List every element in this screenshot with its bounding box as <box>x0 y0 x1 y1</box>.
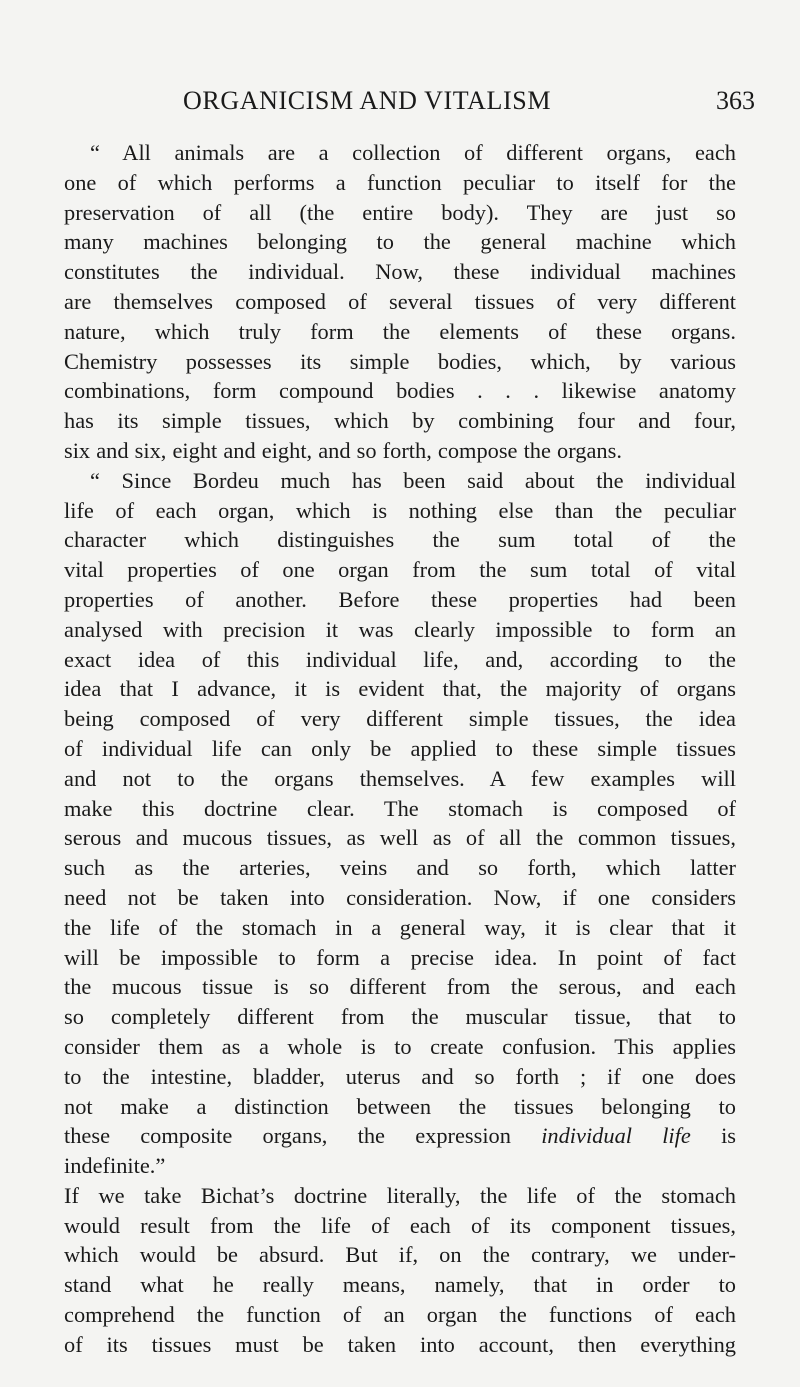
page-number: 363 <box>716 86 755 115</box>
text-line: are themselves composed of several tissues of very different <box>64 288 736 314</box>
text-line: of its tissues must be taken into account, then everything <box>64 1331 736 1357</box>
text-line: indefinite.” <box>64 1153 166 1179</box>
text-line: would result from the life of each of its component tissues, <box>64 1212 736 1238</box>
text-line: If we take Bichat’s doctrine literally, the life of the stomach <box>64 1182 736 1208</box>
text-line: such as the arteries, veins and so forth, which latter <box>64 855 736 881</box>
text-line: the life of the stomach in a general way, it is clear that it <box>64 914 736 940</box>
text-line: not make a distinction between the tissues belonging to <box>64 1093 736 1119</box>
text-line-segment: is <box>721 1123 736 1149</box>
text-line: being composed of very different simple tissues, the idea <box>64 706 736 732</box>
text-line: combinations, form compound bodies . . . likewise anatomy <box>64 378 736 404</box>
text-line: comprehend the function of an organ the functions of each <box>64 1302 736 1328</box>
text-line: properties of another. Before these properties had been <box>64 586 736 612</box>
text-line: will be impossible to form a precise idea. In point of fact <box>64 944 736 970</box>
text-line: stand what he really means, namely, that in order to <box>64 1272 736 1298</box>
text-line: and not to the organs themselves. A few examples will <box>64 765 736 791</box>
text-line: exact idea of this individual life, and, according to the <box>64 646 736 672</box>
running-head <box>0 86 800 126</box>
text-line: Chemistry possesses its simple bodies, which, by various <box>64 348 736 374</box>
text-line: life of each organ, which is nothing else than the peculiar <box>64 497 736 523</box>
text-line: which would be absurd. But if, on the contrary, we under- <box>64 1242 736 1268</box>
text-line: idea that I advance, it is evident that, the majority of organs <box>64 676 736 702</box>
text-line-with-italic <box>64 1121 736 1151</box>
italic-phrase: individual life <box>541 1123 691 1149</box>
text-line: serous and mucous tissues, as well as of all the common tissues, <box>64 825 736 851</box>
text-line: the mucous tissue is so different from the serous, and each <box>64 974 736 1000</box>
text-line: character which distinguishes the sum total of the <box>64 527 736 553</box>
body-text <box>64 138 736 1360</box>
text-line: consider them as a whole is to create confusion. This applies <box>64 1033 736 1059</box>
running-title: ORGANICISM AND VITALISM <box>183 86 552 115</box>
text-line: nature, which truly form the elements of these organs. <box>64 318 736 344</box>
text-line: “ All animals are a collection of different organs, each <box>90 140 736 165</box>
text-line: has its simple tissues, which by combining four and four, <box>64 408 736 434</box>
text-line: of individual life can only be applied to these simple tissues <box>64 735 736 761</box>
text-line: need not be taken into consideration. Now, if one considers <box>64 884 736 910</box>
text-line: to the intestine, bladder, uterus and so forth ; if one does <box>64 1063 736 1089</box>
text-line: vital properties of one organ from the sum total of vital <box>64 557 736 583</box>
text-line: analysed with precision it was clearly impossible to form an <box>64 616 736 642</box>
text-line: “ Since Bordeu much has been said about the individual <box>90 467 736 493</box>
text-line: one of which performs a function peculiar to itself for the <box>64 169 736 195</box>
text-line: constitutes the individual. Now, these individual machines <box>64 259 736 285</box>
text-line: many machines belonging to the general machine which <box>64 229 736 255</box>
text-line-segment: these composite organs, the expression <box>64 1123 511 1149</box>
text-line: so completely different from the muscular tissue, that to <box>64 1004 736 1030</box>
text-line: make this doctrine clear. The stomach is composed of <box>64 795 736 821</box>
text-line: six and six, eight and eight, and so forth, compose the organs. <box>64 437 622 463</box>
text-line: preservation of all (the entire body). They are just so <box>64 199 736 225</box>
